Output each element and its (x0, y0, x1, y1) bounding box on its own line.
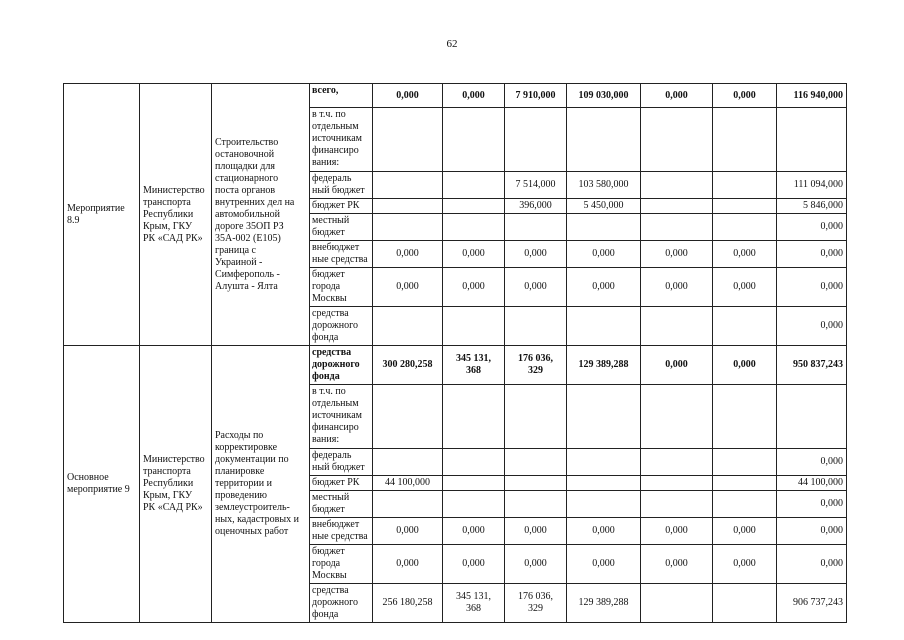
value-cell (641, 172, 713, 199)
value-cell: 103 580,000 (567, 172, 641, 199)
budget-table-body (64, 84, 847, 623)
value-cell (641, 307, 713, 346)
value-cell (567, 385, 641, 449)
value-cell (505, 449, 567, 476)
value-cell (567, 449, 641, 476)
funding-source-cell: федераль ный бюджет (310, 449, 373, 476)
value-cell: 0,000 (713, 346, 777, 385)
value-cell: 0,000 (505, 241, 567, 268)
funding-source-cell: средства дорожного фонда (310, 346, 373, 385)
value-cell: 0,000 (373, 84, 443, 108)
executor-cell: Министерство транспорта Республики Крым, ГКУ РК «САД РК» (140, 84, 212, 346)
value-cell: 111 094,000 (777, 172, 847, 199)
value-cell (713, 172, 777, 199)
value-cell (373, 385, 443, 449)
value-cell (443, 199, 505, 214)
value-cell: 345 131, 368 (443, 584, 505, 623)
funding-source-cell: средства дорожного фонда (310, 307, 373, 346)
value-cell: 0,000 (777, 518, 847, 545)
value-cell: 0,000 (777, 241, 847, 268)
value-cell (713, 307, 777, 346)
value-cell (641, 491, 713, 518)
measure-name-cell: Основное мероприятие 9 (64, 346, 140, 623)
value-cell: 0,000 (641, 268, 713, 307)
value-cell (713, 584, 777, 623)
value-cell: 109 030,000 (567, 84, 641, 108)
value-cell: 0,000 (713, 241, 777, 268)
value-cell (567, 108, 641, 172)
value-cell (443, 476, 505, 491)
funding-source-cell: средства дорожного фонда (310, 584, 373, 623)
table-row (64, 346, 847, 385)
value-cell: 0,000 (567, 268, 641, 307)
value-cell: 116 940,000 (777, 84, 847, 108)
value-cell: 7 910,000 (505, 84, 567, 108)
value-cell: 0,000 (443, 268, 505, 307)
value-cell: 0,000 (443, 518, 505, 545)
value-cell (713, 214, 777, 241)
value-cell (443, 449, 505, 476)
value-cell (641, 199, 713, 214)
funding-source-cell: федераль ный бюджет (310, 172, 373, 199)
value-cell (567, 214, 641, 241)
value-cell (373, 172, 443, 199)
value-cell: 44 100,000 (777, 476, 847, 491)
value-cell: 0,000 (443, 545, 505, 584)
value-cell (443, 385, 505, 449)
value-cell: 345 131, 368 (443, 346, 505, 385)
funding-source-cell: бюджет города Москвы (310, 545, 373, 584)
value-cell (373, 491, 443, 518)
value-cell (505, 476, 567, 491)
value-cell (443, 108, 505, 172)
value-cell (505, 108, 567, 172)
value-cell (641, 584, 713, 623)
value-cell (505, 214, 567, 241)
value-cell: 176 036, 329 (505, 584, 567, 623)
value-cell: 0,000 (567, 545, 641, 584)
value-cell: 0,000 (373, 241, 443, 268)
value-cell: 300 280,258 (373, 346, 443, 385)
value-cell: 256 180,258 (373, 584, 443, 623)
value-cell (505, 385, 567, 449)
value-cell: 0,000 (641, 346, 713, 385)
value-cell: 0,000 (777, 449, 847, 476)
value-cell: 5 846,000 (777, 199, 847, 214)
value-cell (641, 449, 713, 476)
value-cell: 0,000 (777, 268, 847, 307)
value-cell: 0,000 (443, 84, 505, 108)
value-cell (567, 491, 641, 518)
value-cell (641, 476, 713, 491)
description-cell: Строительство остановочной площадки для стационарного поста органов внутренних дел на автомобильной дороге 35ОП РЗ 35А-002 (Е105) граница с Украиной - Симферополь - Алушта - Ялта (212, 84, 310, 346)
value-cell: 950 837,243 (777, 346, 847, 385)
value-cell: 5 450,000 (567, 199, 641, 214)
value-cell (777, 385, 847, 449)
value-cell: 0,000 (777, 214, 847, 241)
value-cell (713, 385, 777, 449)
value-cell (505, 491, 567, 518)
value-cell: 0,000 (443, 241, 505, 268)
value-cell: 0,000 (641, 241, 713, 268)
value-cell: 0,000 (713, 545, 777, 584)
value-cell (373, 449, 443, 476)
value-cell: 129 389,288 (567, 346, 641, 385)
value-cell (713, 199, 777, 214)
value-cell: 0,000 (713, 84, 777, 108)
value-cell (713, 108, 777, 172)
value-cell: 0,000 (641, 518, 713, 545)
value-cell (567, 476, 641, 491)
value-cell: 0,000 (505, 545, 567, 584)
funding-source-cell: местный бюджет (310, 214, 373, 241)
value-cell: 0,000 (777, 545, 847, 584)
value-cell: 0,000 (373, 268, 443, 307)
value-cell: 0,000 (373, 518, 443, 545)
funding-source-cell: всего, (310, 84, 373, 108)
value-cell: 129 389,288 (567, 584, 641, 623)
value-cell: 0,000 (641, 84, 713, 108)
value-cell (373, 199, 443, 214)
budget-table (63, 83, 847, 623)
value-cell: 0,000 (373, 545, 443, 584)
value-cell: 906 737,243 (777, 584, 847, 623)
measure-name-cell: Мероприятие 8.9 (64, 84, 140, 346)
value-cell: 0,000 (505, 268, 567, 307)
value-cell (443, 491, 505, 518)
funding-source-cell: бюджет РК (310, 476, 373, 491)
value-cell: 0,000 (713, 268, 777, 307)
value-cell (505, 307, 567, 346)
value-cell: 176 036, 329 (505, 346, 567, 385)
value-cell (641, 385, 713, 449)
value-cell (443, 307, 505, 346)
value-cell: 0,000 (713, 518, 777, 545)
value-cell: 0,000 (777, 307, 847, 346)
value-cell (713, 491, 777, 518)
value-cell (373, 108, 443, 172)
value-cell (443, 172, 505, 199)
funding-source-cell: внебюджет ные средства (310, 241, 373, 268)
value-cell: 0,000 (641, 545, 713, 584)
value-cell (777, 108, 847, 172)
value-cell: 0,000 (505, 518, 567, 545)
value-cell (443, 214, 505, 241)
funding-source-cell: в т.ч. по отдельным источникам финансиро вания: (310, 108, 373, 172)
value-cell (713, 449, 777, 476)
value-cell: 0,000 (777, 491, 847, 518)
funding-source-cell: бюджет города Москвы (310, 268, 373, 307)
value-cell (373, 214, 443, 241)
value-cell (567, 307, 641, 346)
value-cell: 0,000 (567, 518, 641, 545)
value-cell (641, 214, 713, 241)
description-cell: Расходы по корректировке документации по планировке территории и проведению землеустроитель- ных, кадастровых и оценочных работ (212, 346, 310, 623)
value-cell (713, 476, 777, 491)
value-cell: 7 514,000 (505, 172, 567, 199)
value-cell (641, 108, 713, 172)
value-cell: 396,000 (505, 199, 567, 214)
table-row (64, 84, 847, 108)
page-number: 62 (446, 38, 458, 50)
executor-cell: Министерство транспорта Республики Крым, ГКУ РК «САД РК» (140, 346, 212, 623)
funding-source-cell: бюджет РК (310, 199, 373, 214)
funding-source-cell: внебюджет ные средства (310, 518, 373, 545)
funding-source-cell: в т.ч. по отдельным источникам финансиро вания: (310, 385, 373, 449)
value-cell: 44 100,000 (373, 476, 443, 491)
value-cell: 0,000 (567, 241, 641, 268)
value-cell (373, 307, 443, 346)
funding-source-cell: местный бюджет (310, 491, 373, 518)
